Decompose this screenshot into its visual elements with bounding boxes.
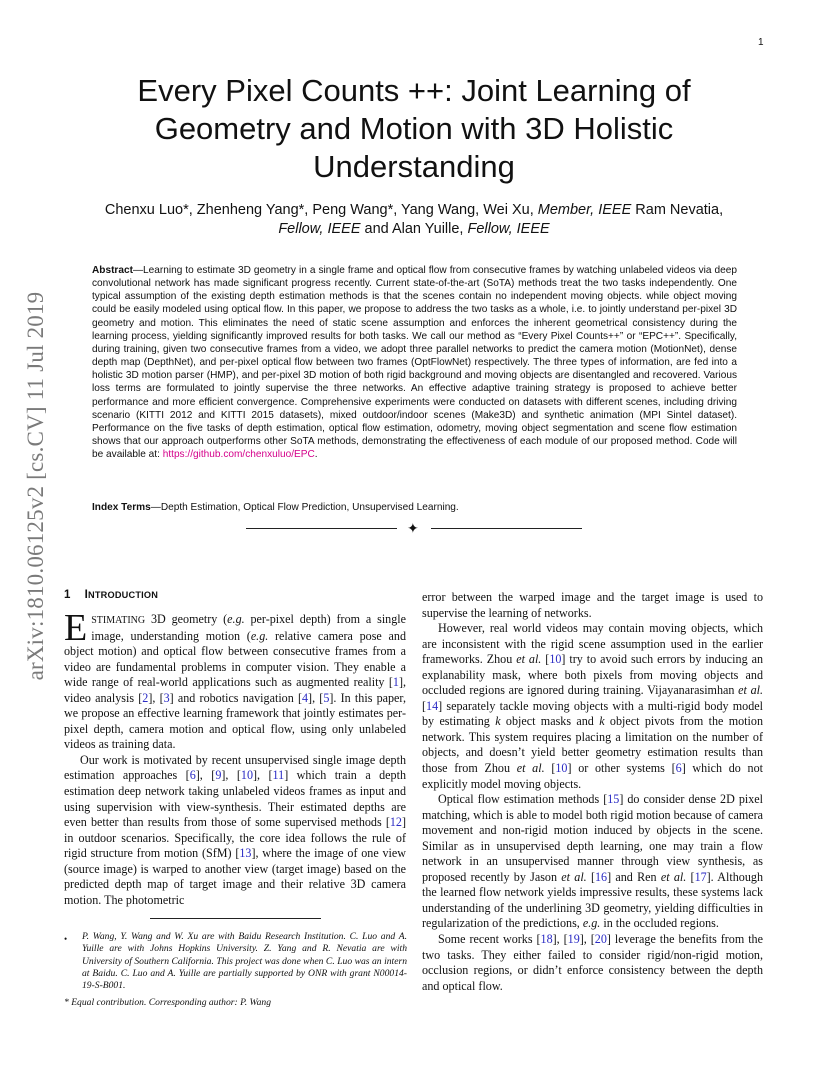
text-run: e.g.	[250, 628, 269, 643]
citation-link[interactable]: 3	[163, 690, 170, 705]
citation-link[interactable]: 4	[302, 690, 309, 705]
author-names: Chenxu Luo*, Zhenheng Yang*, Peng Wang*, Yang Wang, Wei Xu,	[104, 202, 538, 218]
section-title-rest: NTRODUCTION	[88, 590, 159, 600]
intro-paragraph-4	[422, 792, 763, 932]
intro-paragraph-2-continued	[422, 590, 763, 621]
citation-link[interactable]: 2	[142, 690, 149, 705]
text-run: ] leverage the benefits from the two tasks. They either failed to consider rigid/non-rigid motion, occlusion regions, or didn’t enforce consistency between the depth and optical flow.	[422, 932, 763, 993]
text-run: relative camera pose and object motion) and optical flow between consecutive frames from a video are fundamental problems in computer vision. They enable a wide range of real-world applications such as augmented reality [	[64, 628, 406, 690]
text-run: ] which do not explicitly model moving objects.	[422, 761, 763, 791]
text-run: [	[586, 869, 595, 884]
text-run: ]. Although the learned flow network yields impressive results, these systems lack understanding of the underlining 3D geometry, yielding difficulties in regularization of the predictions,	[422, 869, 763, 931]
citation-link[interactable]: 12	[389, 815, 402, 830]
citation-link[interactable]: 10	[549, 652, 562, 667]
citation-link[interactable]: 10	[240, 768, 253, 783]
text-run: [	[541, 652, 550, 667]
author-title: Fellow, IEEE	[467, 221, 550, 237]
paper-title	[90, 72, 738, 186]
text-run: error between the warped image and the target image is used to supervise the learning of networks.	[422, 590, 763, 620]
citation-link[interactable]: 20	[594, 932, 607, 947]
text-run: ]. In this paper, we propose an effective learning framework that jointly estimates per-pixel depth, camera motion and optical flow, using only unlabeled videos as training data.	[64, 690, 406, 752]
text-run: ] try to avoid such errors by inducing an explanability mask, where both pixels from moving objects and occluded regions are ignored during training. Vijayanarasimhan	[422, 652, 763, 698]
text-run: e.g.	[582, 916, 601, 931]
text-run: Some recent works [	[438, 932, 541, 947]
math-variable: k	[599, 714, 605, 729]
text-run: ] which train a depth estimation deep network taking unlabeled videos frames as input and using supervision with view-synthesis. Their estimated depths are even better than results from those of some supervised methods [	[64, 768, 407, 830]
citation-link[interactable]: 18	[540, 932, 553, 947]
text-run: et al.	[561, 869, 587, 884]
index-terms	[92, 501, 737, 514]
citation-link[interactable]: 6	[675, 761, 682, 776]
text-run: et al.	[738, 683, 764, 698]
text-run: ] and robotics navigation [	[169, 690, 302, 705]
index-terms-label: Index Terms	[92, 502, 151, 513]
text-run: et al.	[516, 761, 545, 776]
author-title: Fellow, IEEE	[278, 221, 361, 237]
text-run: et al.	[660, 869, 687, 884]
math-variable: k	[495, 714, 501, 729]
affiliation-footnote: P. Wang, Y. Wang and W. Xu are with Baidu Research Institution. C. Luo and A. Yuille are with Johns Hopkins University. Z. Yang and R. Nevatia are with University of Southern California. This project was done when C. Luo was an intern at Baidu. C. Luo and A. Yuille are partially supported by ONR with grant N00014-19-S-B001.	[82, 931, 407, 992]
abstract-text: —Learning to estimate 3D geometry in a single frame and optical flow from consecutive frames by watching unlabeled videos via deep convolutional network has made significant progress recently. Current state-of-the-art (SoTA) methods treat the two tasks independently. One typical assumption of the existing depth estimation methods is that the scenes contain no independent moving objects. while object moving could be easily modeled using optical flow. In this paper, we propose to address the two tasks as a whole, i.e. to jointly understand per-pixel 3D geometry and motion. This eliminates the need of static scene assumption and enforces the inherent geometrical consistency during the learning process, yielding significantly improved results for both tasks. We call our method as “Every Pixel Counts++” or “EPC++”. Specifically, during training, given two consecutive frames from a video, we adopt three parallel networks to predict the camera motion (MotionNet), dense depth map (DepthNet), and per-pixel optical flow between two frames (OptFlowNet) respectively. The three types of information, are fed into a holistic 3D motion parser (HMP), and per-pixel 3D motion of both rigid background and moving objects are disentangled and recovered. Various loss terms are formulated to jointly supervise the three networks. An effective adaptive training strategy is proposed to achieve better performance and more efficient convergence. Comprehensive experiments were conducted on datasets with different scenes, including driving scenario (KITTI 2012 and KITTI 2015 datasets), mixed outdoor/indoor scenes (Make3D) and synthetic animation (MPI Sintel dataset). Performance on the five tasks of depth estimation, optical flow estimation, odometry, moving object segmentation and scene flow estimation shows that our approach outperforms other SoTA methods, demonstrating the effectiveness of each module of our proposed method. Code will be available at:	[92, 265, 737, 461]
title-line-3: Understanding	[313, 149, 515, 184]
index-terms-text: —Depth Estimation, Optical Flow Prediction, Unsupervised Learning.	[150, 502, 459, 513]
text-run: e.g.	[227, 612, 245, 626]
citation-link[interactable]: 10	[555, 761, 568, 776]
left-column	[64, 607, 407, 908]
text-run: ] separately tackle moving objects with a multi-rigid body model by estimating	[422, 698, 763, 729]
small-caps-word: STIMATING	[91, 615, 146, 626]
citation-link[interactable]: 19	[567, 932, 580, 947]
intro-paragraph-3	[422, 621, 763, 792]
text-run: ], video analysis [	[64, 675, 406, 705]
intro-paragraph-2	[64, 753, 406, 908]
drop-cap: E	[64, 607, 88, 649]
right-column	[422, 590, 763, 994]
text-run: Optical flow estimation methods [	[438, 792, 608, 807]
text-run: ] do consider dense 2D pixel matching, which is able to model both rigid motion because of camera movement and non-rigid motion induced by objects in the scene. Similar as in unsupervised depth learning, one may train a flow network in an unsupervised manner through view synthesis, as proposed recently by Jason	[422, 792, 763, 884]
text-run: ], [	[308, 690, 324, 705]
text-run: ] or other systems [	[567, 761, 676, 776]
section-heading	[64, 589, 158, 601]
separator-rule-left	[246, 528, 397, 529]
citation-link[interactable]: 16	[595, 869, 608, 884]
abstract-end: .	[314, 449, 318, 461]
text-run: ] and Ren	[607, 869, 661, 884]
title-line-1: Every Pixel Counts ++: Joint Learning of	[137, 73, 691, 108]
separator-rule-right	[431, 528, 582, 529]
citation-link[interactable]: 14	[426, 698, 439, 713]
text-run: ], [	[195, 768, 216, 783]
author-list	[100, 201, 728, 239]
arxiv-identifier: arXiv:1810.06125v2 [cs.CV] 11 Jul 2019	[23, 291, 48, 681]
text-run: 3D geometry (	[145, 612, 228, 626]
code-link[interactable]: https://github.com/chenxuluo/EPC	[162, 449, 315, 461]
text-run: ], [	[579, 932, 595, 947]
text-run: [	[422, 698, 427, 713]
text-run: object pivots from the motion network. This system requires placing a limitation on the number of objects, and doesn’t yield better geometry estimation results than those from Zhou	[422, 714, 763, 776]
text-run: ], where the image of one view (source image) is warped to another view (target image) based on the predicted depth map of target image and their relative 3D camera motion. The photometric	[64, 846, 406, 907]
text-run: [	[686, 869, 695, 884]
text-run: object masks and	[500, 714, 600, 729]
text-run: et al.	[516, 652, 542, 667]
abstract	[92, 264, 737, 461]
citation-link[interactable]: 17	[694, 869, 707, 884]
citation-link[interactable]: 1	[392, 675, 399, 690]
author-title: Member, IEEE	[537, 202, 632, 218]
text-run: per-pixel depth) from a single image, understanding motion (	[91, 612, 406, 643]
text-run: ], [	[148, 690, 164, 705]
footnote-rule	[150, 918, 321, 919]
citation-link[interactable]: 9	[215, 768, 222, 783]
separator-diamond-icon: ✦	[407, 520, 419, 536]
citation-link[interactable]: 13	[239, 846, 252, 861]
intro-paragraph-5	[422, 932, 763, 994]
text-run: ] in outdoor scenarios. Specifically, the core idea follows the rule of rigid structure from motion (SfM) [	[64, 815, 406, 861]
title-line-2: Geometry and Motion with 3D Holistic	[154, 111, 674, 146]
equal-contribution-note: * Equal contribution. Corresponding author: P. Wang	[64, 997, 271, 1008]
intro-paragraph-1	[64, 607, 406, 753]
author-names: and Alan Yuille,	[360, 221, 468, 237]
citation-link[interactable]: 15	[607, 792, 620, 807]
section-first-letter: I	[84, 589, 89, 601]
text-run: [	[544, 761, 556, 776]
abstract-label: Abstract	[92, 265, 133, 276]
text-run: Our work is motivated by recent unsupervised single image depth estimation approaches [	[64, 752, 406, 783]
citation-link[interactable]: 11	[272, 768, 285, 783]
author-names: Ram Nevatia,	[631, 202, 724, 218]
text-run: However, real world videos may contain moving objects, which are inconsistent with the rigid scene assumption used in the earlier frameworks. Zhou	[422, 621, 763, 667]
text-run: ], [	[221, 768, 241, 783]
text-run: in the occluded regions.	[600, 916, 719, 931]
section-number: 1	[64, 589, 71, 601]
citation-link[interactable]: 5	[323, 690, 330, 705]
text-run: ], [	[552, 932, 568, 947]
text-run: ], [	[253, 768, 273, 783]
page-number: 1	[758, 37, 764, 48]
footnote-bullet-icon: •	[64, 934, 68, 944]
arxiv-stamp	[14, 291, 59, 681]
citation-link[interactable]: 6	[189, 768, 196, 783]
